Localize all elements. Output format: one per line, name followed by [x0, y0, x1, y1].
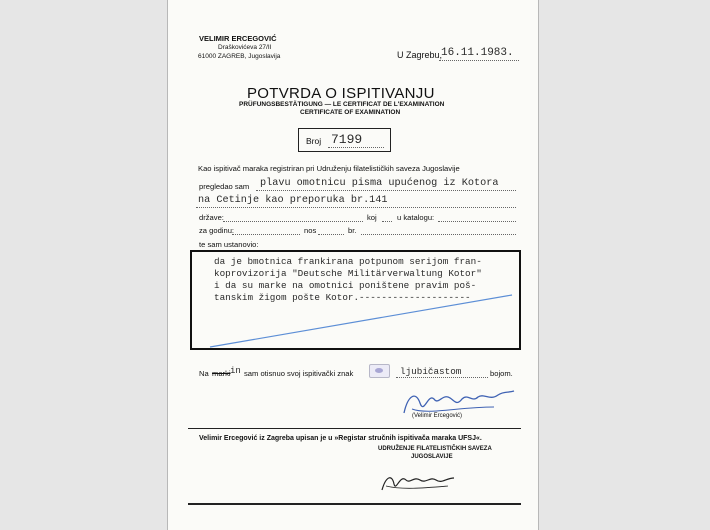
document-title: POTVRDA O ISPITIVANJU: [247, 85, 435, 102]
stamp-suffix: bojom.: [490, 369, 513, 378]
number-label: Broj: [306, 136, 322, 146]
certificate-sheet: [167, 0, 539, 530]
cancel-stroke: [192, 252, 519, 348]
pregledao-value: plavu omotnicu pisma upućenog iz Kotora: [260, 178, 499, 189]
findings-box: [190, 250, 521, 350]
pregledao-value-continued: na Cetinje kao preporuka br.141: [198, 195, 388, 206]
findings-line-2: koprovizorija "Deutsche Militärverwaltung Kotor": [214, 268, 482, 279]
katalogu-label: u katalogu:: [397, 213, 435, 222]
findings-line-3: i da su marke na omotnici poništene pravim poš-: [214, 280, 477, 291]
stamp-middle-text: sam otisnuo svoj ispitivački znak: [244, 369, 354, 378]
place-label: U Zagrebu,: [397, 50, 443, 60]
signature-caption: (Velimir Ercegović): [412, 413, 463, 419]
issuer-street: Draškovićeva 27/II: [218, 44, 272, 51]
title-subtitle-multilingual: PRÜFUNGSBESTÄTIGUNG — LE CERTIFICAT DE L'EXAMINATION: [239, 101, 445, 108]
godinu-label: za godinu:: [199, 226, 235, 235]
date-value: 16.11.1983.: [441, 47, 514, 59]
footer-registry-text: Velimir Ercegović iz Zagreba upisan je u »Registar stručnih ispitivača maraka UFSJ«.: [199, 435, 482, 442]
stamp-prefix: Na: [199, 369, 209, 378]
nos-label: nos: [304, 226, 317, 235]
footer-org-line-1: UDRUŽENJE FILATELISTIČKIH SAVEZA: [378, 446, 492, 452]
intro-text: Kao ispitivač maraka registriran pri Udruženju filatelističkih saveza Jugoslavije: [198, 164, 460, 173]
stamp-inserted-word: in: [230, 366, 241, 376]
findings-line-1: da je bmotnica frankirana potpunom serijom fran-: [214, 256, 482, 267]
drzave-label: države:: [199, 213, 224, 222]
number-value: 7199: [331, 132, 363, 147]
stamp-color-value: ljubičastom: [400, 366, 462, 377]
ustanovio-label: te sam ustanovio:: [199, 240, 259, 249]
issuer-city: 61000 ZAGREB, Jugoslavija: [198, 53, 281, 60]
issuer-name: VELIMIR ERCEGOVIĆ: [199, 34, 277, 43]
examiner-mark: [369, 364, 390, 378]
findings-line-4: tanskim žigom pošte Kotor.--------------------: [214, 292, 471, 303]
br-label: br.: [348, 226, 357, 235]
title-subtitle-english: CERTIFICATE OF EXAMINATION: [300, 109, 401, 116]
koj-label: koj: [367, 213, 377, 222]
number-box: [298, 128, 391, 152]
stamp-struck-word: marki: [212, 369, 231, 378]
pregledao-label: pregledao sam: [199, 182, 250, 191]
footer-org-line-2: JUGOSLAVIJE: [411, 454, 453, 460]
association-signature: [378, 468, 458, 496]
